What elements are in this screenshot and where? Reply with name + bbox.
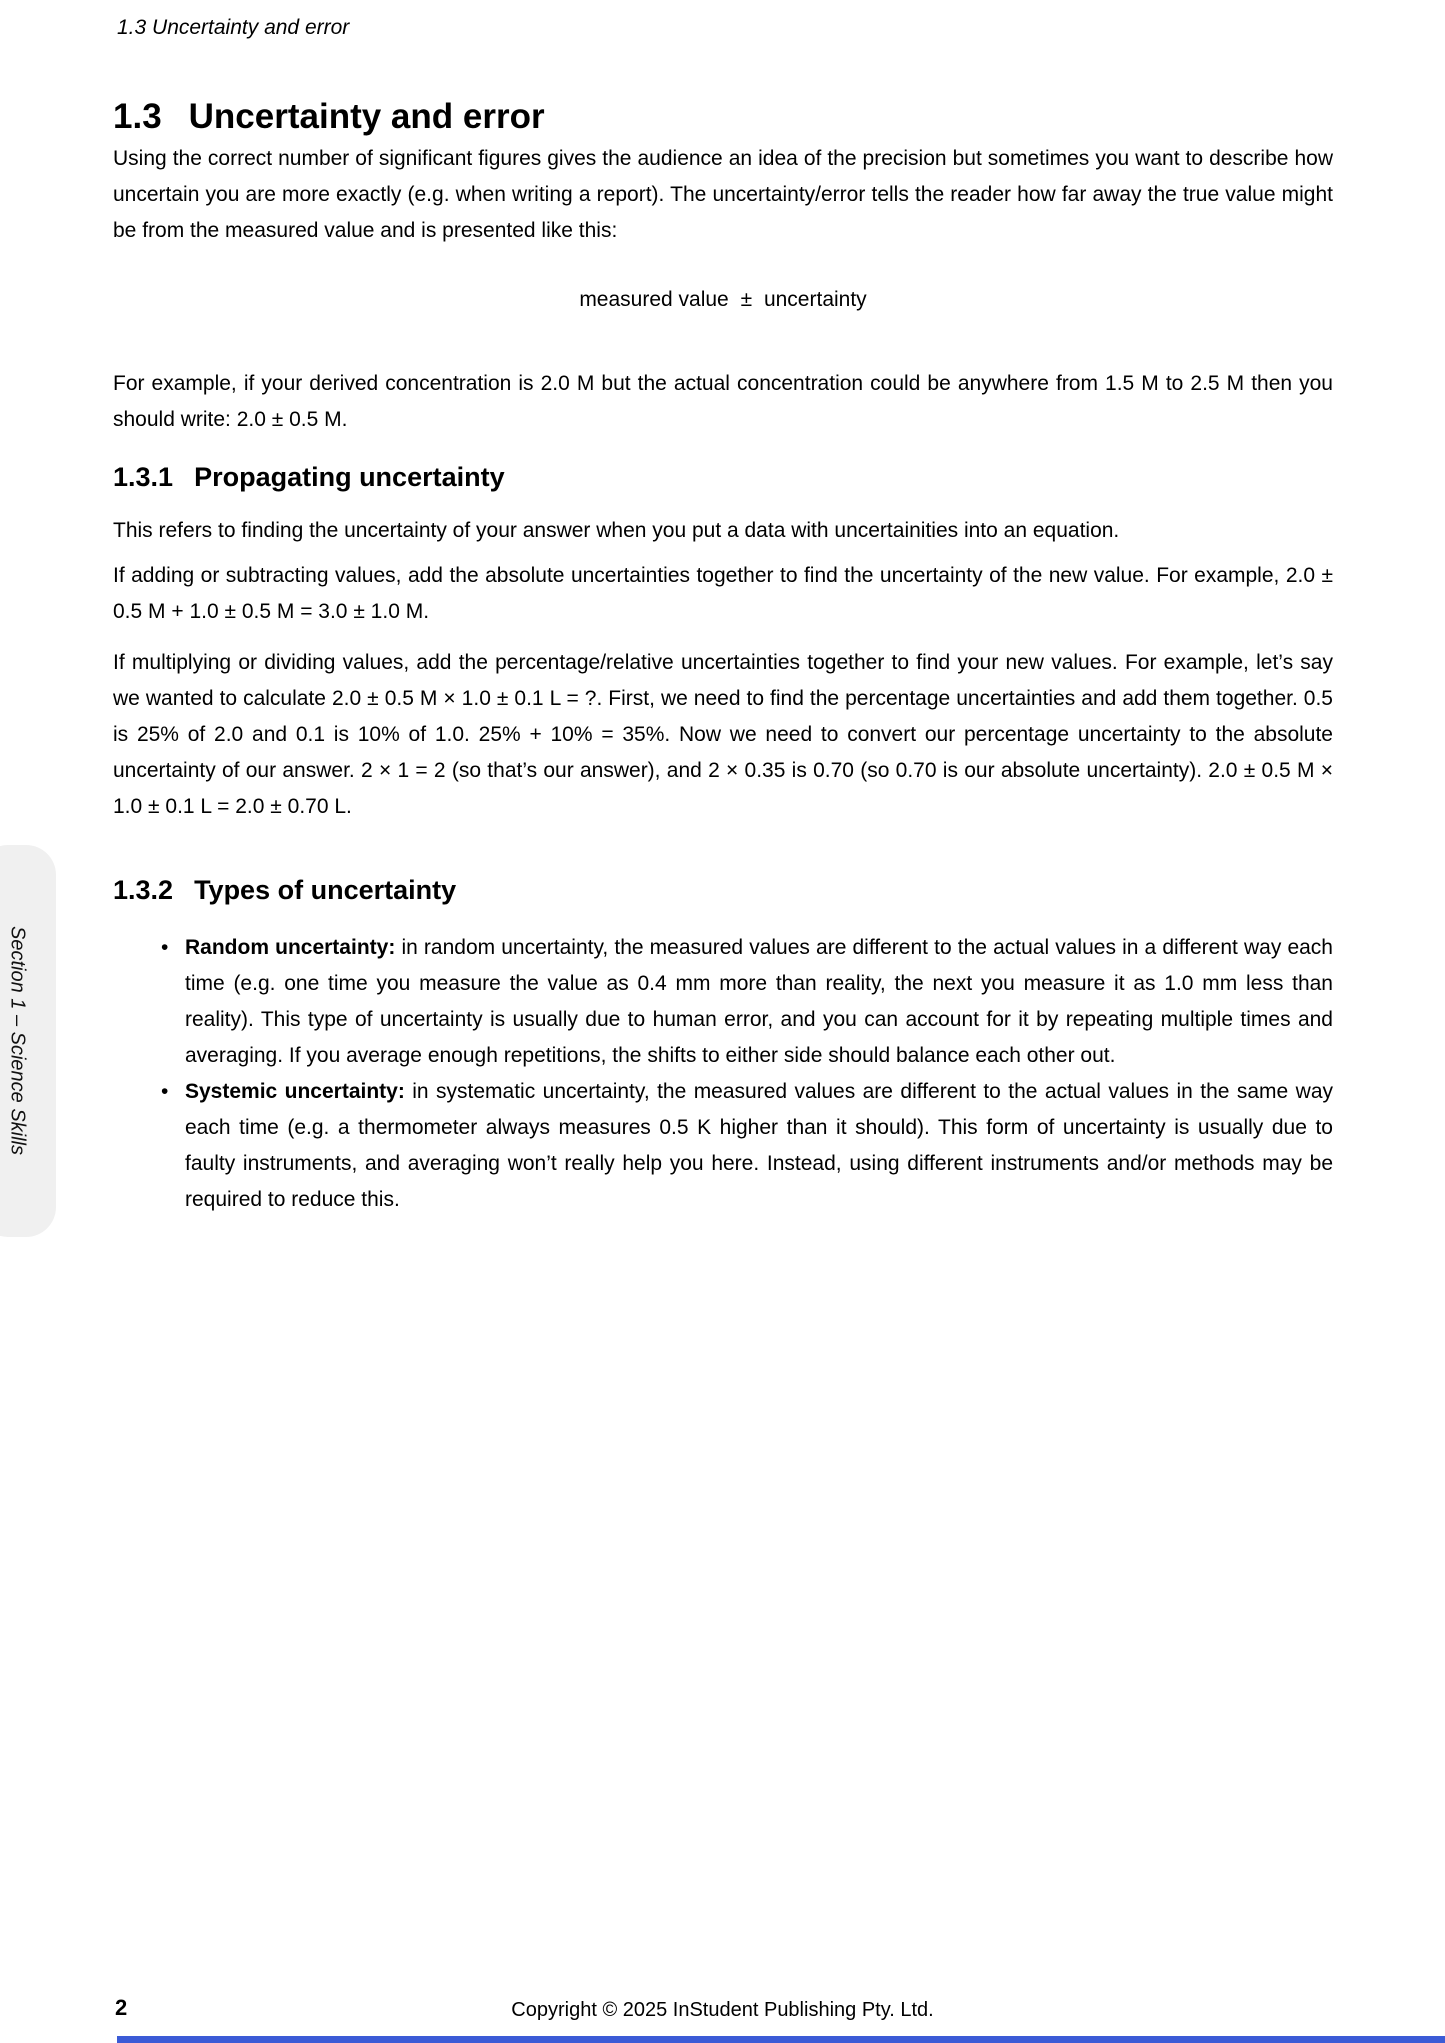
subsection-title: Propagating uncertainty [194,462,505,492]
bullet-item-random [159,930,1333,1074]
example-paragraph: For example, if your derived concentration is 2.0 M but the actual concentration could be anywhere from 1.5 M to 2.5 M then you should write: 2.0 ± 0.5 M. [113,372,1333,431]
page-title [113,96,545,138]
propagating-paragraph-1: This refers to finding the uncertainty of your answer when you put a data with uncertainities into an equation. [113,519,1120,542]
plus-minus-symbol: ± [740,288,753,311]
propagating-paragraph-2: If adding or subtracting values, add the absolute uncertainties together to find the uncertainty of the new value. For example, 2.0 ± 0.5 M + 1.0 ± 0.5 M = 3.0 ± 1.0 M. [113,564,1333,623]
section-title: Uncertainty and error [188,97,545,136]
running-header: 1.3 Uncertainty and error [117,16,350,39]
bullet-lead: Random uncertainty: [185,936,396,959]
formula-right: uncertainty [763,288,867,311]
subsection-title: Types of uncertainty [194,875,457,905]
bullet-text: in random uncertainty, the measured values are different to the actual values in a different way each time (e.g. one time you measure the value as 0.4 mm more than reality, the next you measure it as 1.0 mm less than reality). This type of uncertainty is usually due to human error, and you can account for it by repeating multiple times and averaging. If you average enough repetitions, the shifts to either side should balance each other out. [185,936,1333,1067]
intro-paragraph: Using the correct number of significant figures gives the audience an idea of the precision but sometimes you want to describe how uncertain you are more exactly (e.g. when writing a report). The uncertainty/error tells the reader how far away the true value might be from the measured value and is presented like this: [113,147,1333,242]
formula-line [113,288,1333,312]
propagating-paragraph-3: If multiplying or dividing values, add the percentage/relative uncertainties together to find your new values. For example, let’s say we wanted to calculate 2.0 ± 0.5 M × 1.0 ± 0.1 L = ?. First, we need to find the percentage uncertainties and add them together. 0.5 is 25% of 2.0 and 0.1 is 10% of 1.0. 25% + 10% = 35%. Now we need to convert our percentage uncertainty to the absolute uncertainty of our answer. 2 × 1 = 2 (so that’s our answer), and 2 × 0.35 is 0.70 (so 0.70 is our absolute uncertainty). 2.0 ± 0.5 M × 1.0 ± 0.1 L = 2.0 ± 0.70 L. [113,651,1333,818]
sidebar-section-label: Section 1 – Science Skills [6,926,29,1156]
formula-left: measured value [579,288,729,311]
bullet-item-systemic [159,1074,1333,1218]
subsection-heading-propagating [113,460,505,494]
section-sidebar-tab [0,845,56,1237]
subsection-number: 1.3.2 [113,875,174,905]
bottom-accent-bar [117,2036,1445,2043]
subsection-heading-types [113,873,456,907]
bullet-lead: Systemic uncertainty: [185,1080,405,1103]
footer-page-number: 2 [115,1995,128,2020]
bullet-list [113,930,1333,1218]
footer-copyright: Copyright © 2025 InStudent Publishing Pty. Ltd. [511,1999,934,2021]
subsection-number: 1.3.1 [113,462,174,492]
section-number: 1.3 [113,97,162,136]
bullet-text: in systematic uncertainty, the measured values are different to the actual values in the same way each time (e.g. a thermometer always measures 0.5 K higher than it should). This form of uncertainty is usually due to faulty instruments, and averaging won’t really help you here. Instead, using different instruments and/or methods may be required to reduce this. [185,1080,1333,1211]
